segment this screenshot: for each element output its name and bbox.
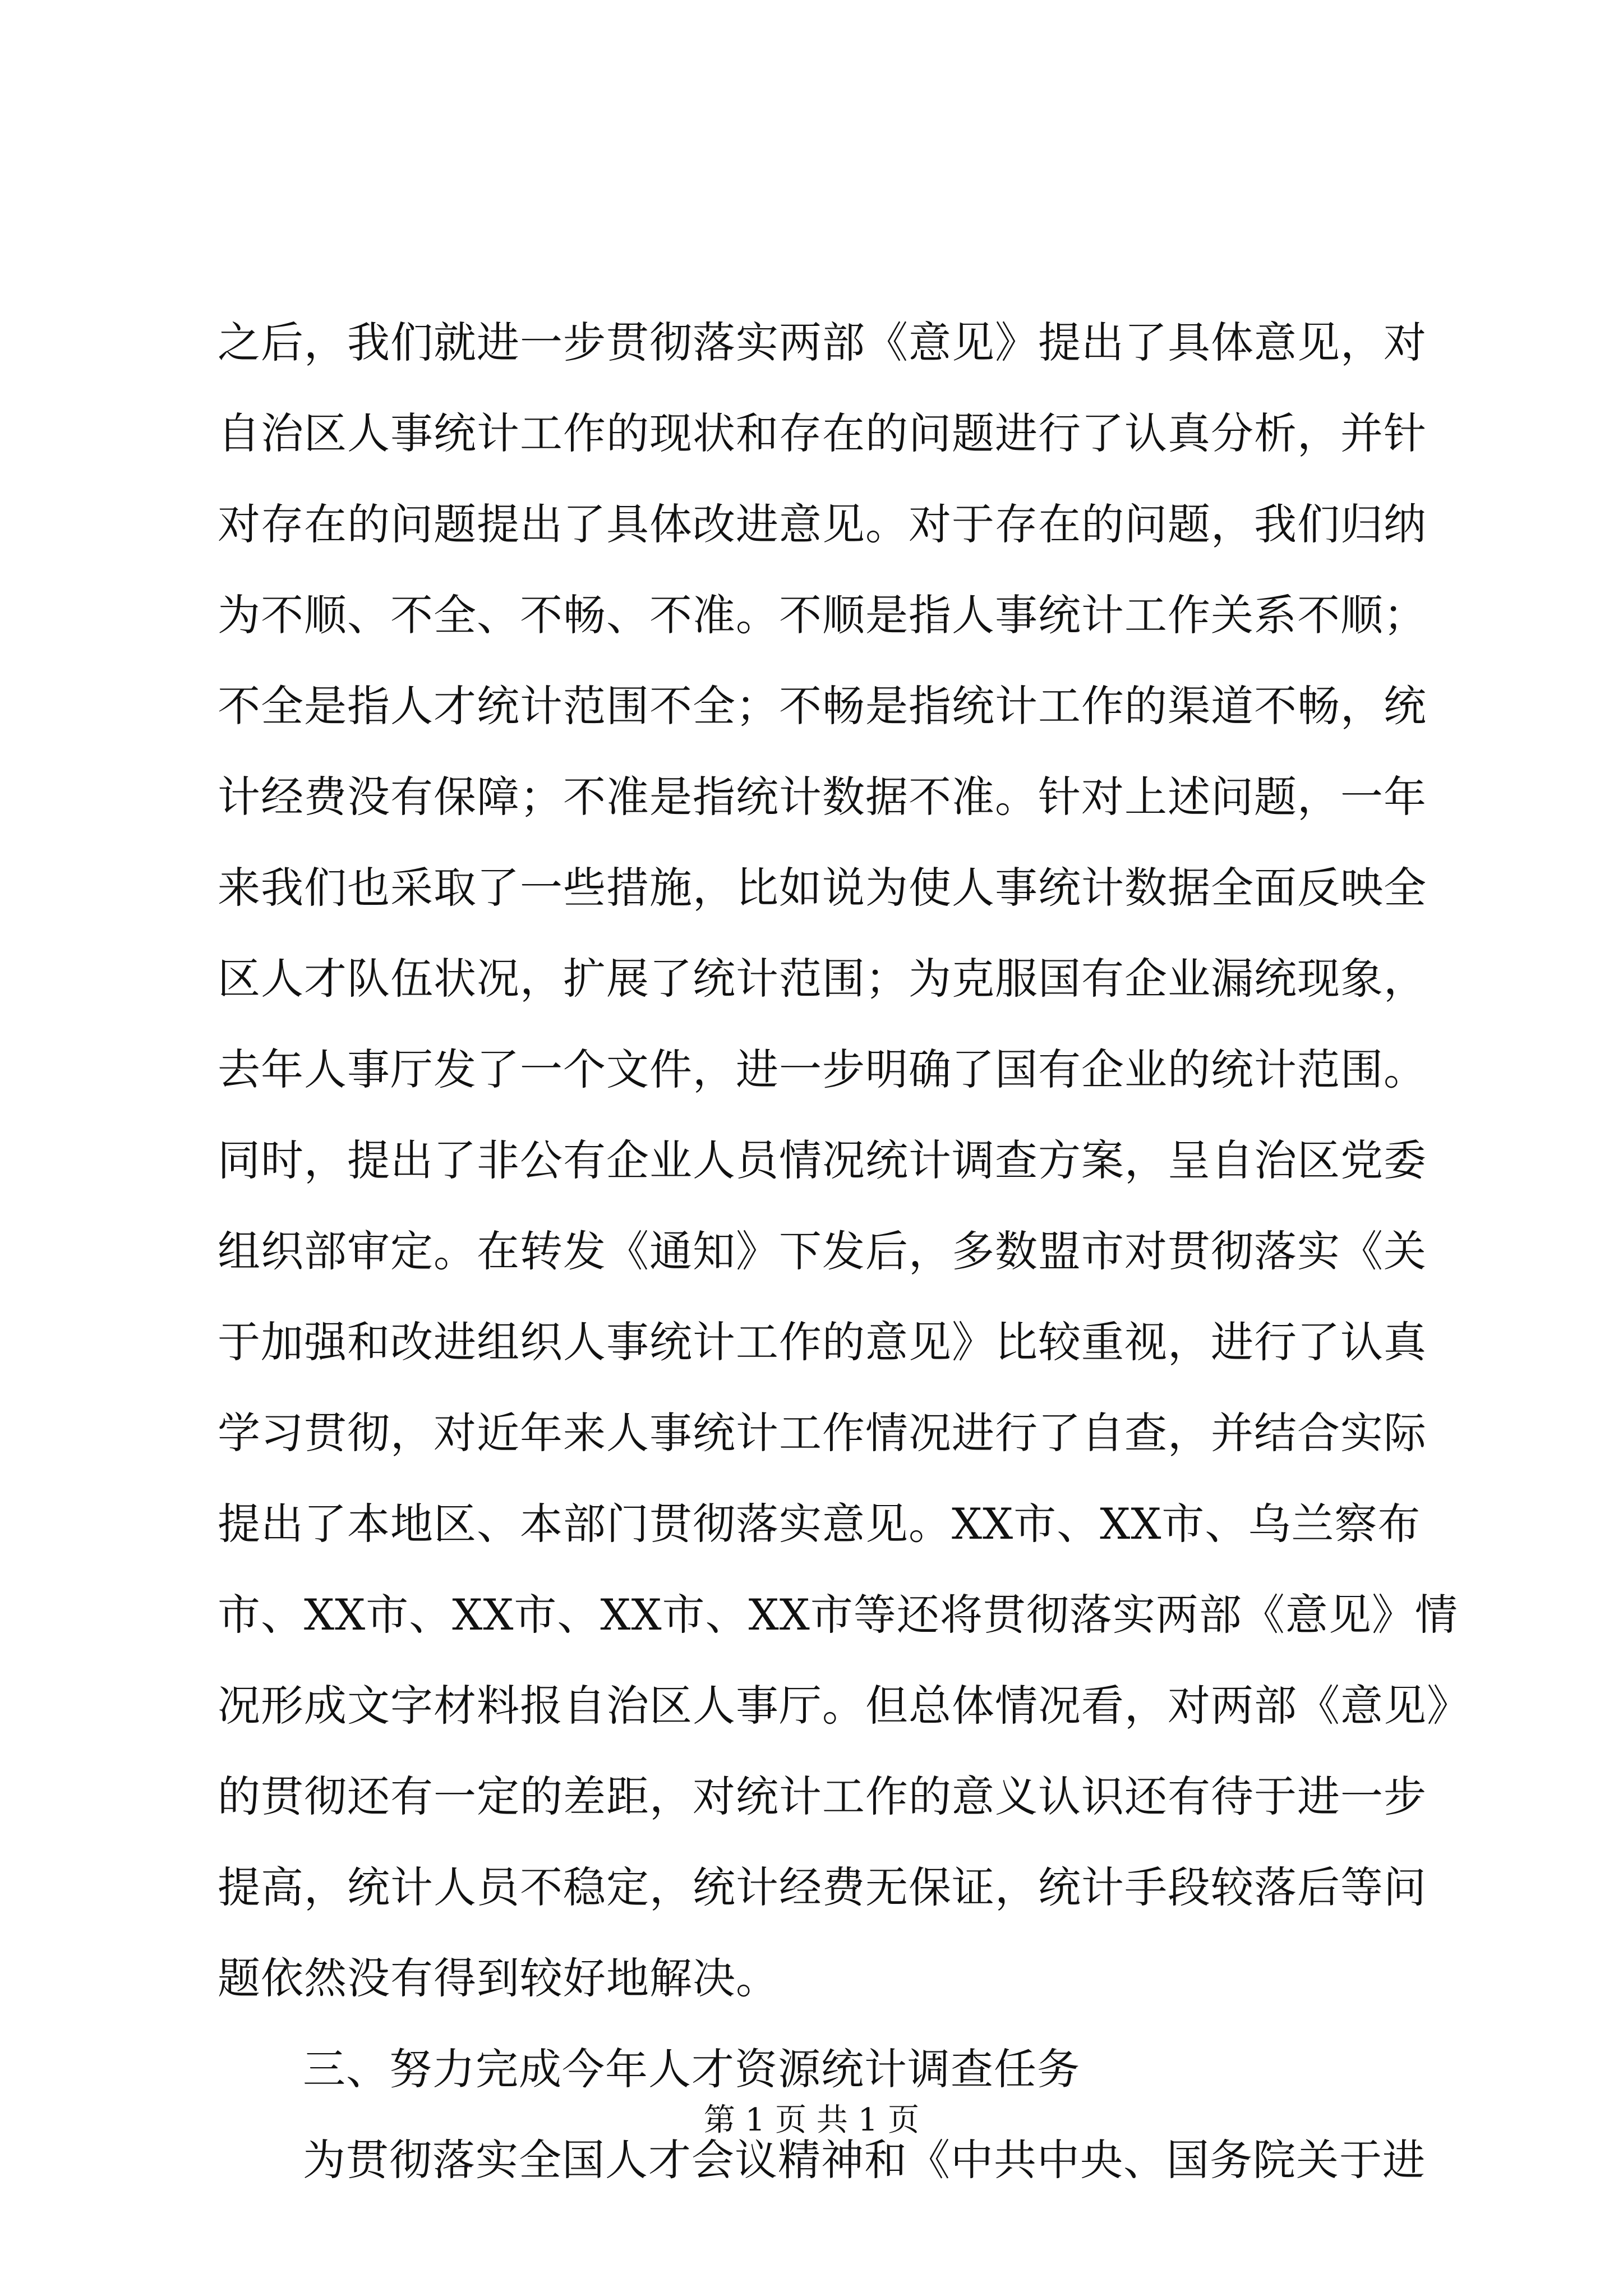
text-line: 为贯彻落实全国人才会议精神和《中共中央、国务院关于进 xyxy=(303,2135,1426,2185)
text-line: 学习贯彻，对近年来人事统计工作情况进行了自查，并结合实际 xyxy=(218,1408,1427,1458)
text-line: 为不顺、不全、不畅、不准。不顺是指人事统计工作关系不顺； xyxy=(218,590,1427,640)
text-line: 况形成文字材料报自治区人事厅。但总体情况看，对两部《意见》 xyxy=(218,1681,1470,1731)
text-line: 自治区人事统计工作的现状和存在的问题进行了认真分析，并针 xyxy=(218,408,1427,458)
text-line: 区人才队伍状况，扩展了统计范围；为克服国有企业漏统现象， xyxy=(218,954,1427,1004)
text-line: 提出了本地区、本部门贯彻落实意见。XX市、XX市、乌兰察布 xyxy=(218,1499,1421,1549)
document-body xyxy=(218,297,1470,2206)
text-line: 组织部审定。在转发《通知》下发后，多数盟市对贯彻落实《关 xyxy=(218,1226,1427,1276)
text-line: 题依然没有得到较好地解决。 xyxy=(218,1953,779,2003)
text-line: 计经费没有保障；不准是指统计数据不准。针对上述问题，一年 xyxy=(218,772,1427,822)
text-line: 的贯彻还有一定的差距，对统计工作的意义认识还有待于进一步 xyxy=(218,1772,1427,1821)
text-line: 提高，统计人员不稳定，统计经费无保证，统计手段较落后等问 xyxy=(218,1862,1427,1912)
paragraph-1 xyxy=(218,297,1470,2024)
page-number: 第 1 页 共 1 页 xyxy=(703,2102,920,2138)
section-heading: 三、努力完成今年人才资源统计调查任务 xyxy=(303,2044,1080,2094)
page-footer xyxy=(0,2098,1623,2143)
text-line: 不全是指人才统计范围不全；不畅是指统计工作的渠道不畅，统 xyxy=(218,681,1427,731)
text-line: 去年人事厅发了一个文件，进一步明确了国有企业的统计范围。 xyxy=(218,1045,1427,1094)
text-line: 对存在的问题提出了具体改进意见。对于存在的问题，我们归纳 xyxy=(218,499,1427,549)
text-line: 之后，我们就进一步贯彻落实两部《意见》提出了具体意见，对 xyxy=(218,318,1427,367)
text-line: 于加强和改进组织人事统计工作的意见》比较重视，进行了认真 xyxy=(218,1317,1427,1367)
text-line: 市、XX市、XX市、XX市、XX市等还将贯彻落实两部《意见》情 xyxy=(218,1590,1458,1640)
text-line: 同时，提出了非公有企业人员情况统计调查方案，呈自治区党委 xyxy=(218,1135,1427,1185)
text-line: 来我们也采取了一些措施，比如说为使人事统计数据全面反映全 xyxy=(218,863,1427,913)
